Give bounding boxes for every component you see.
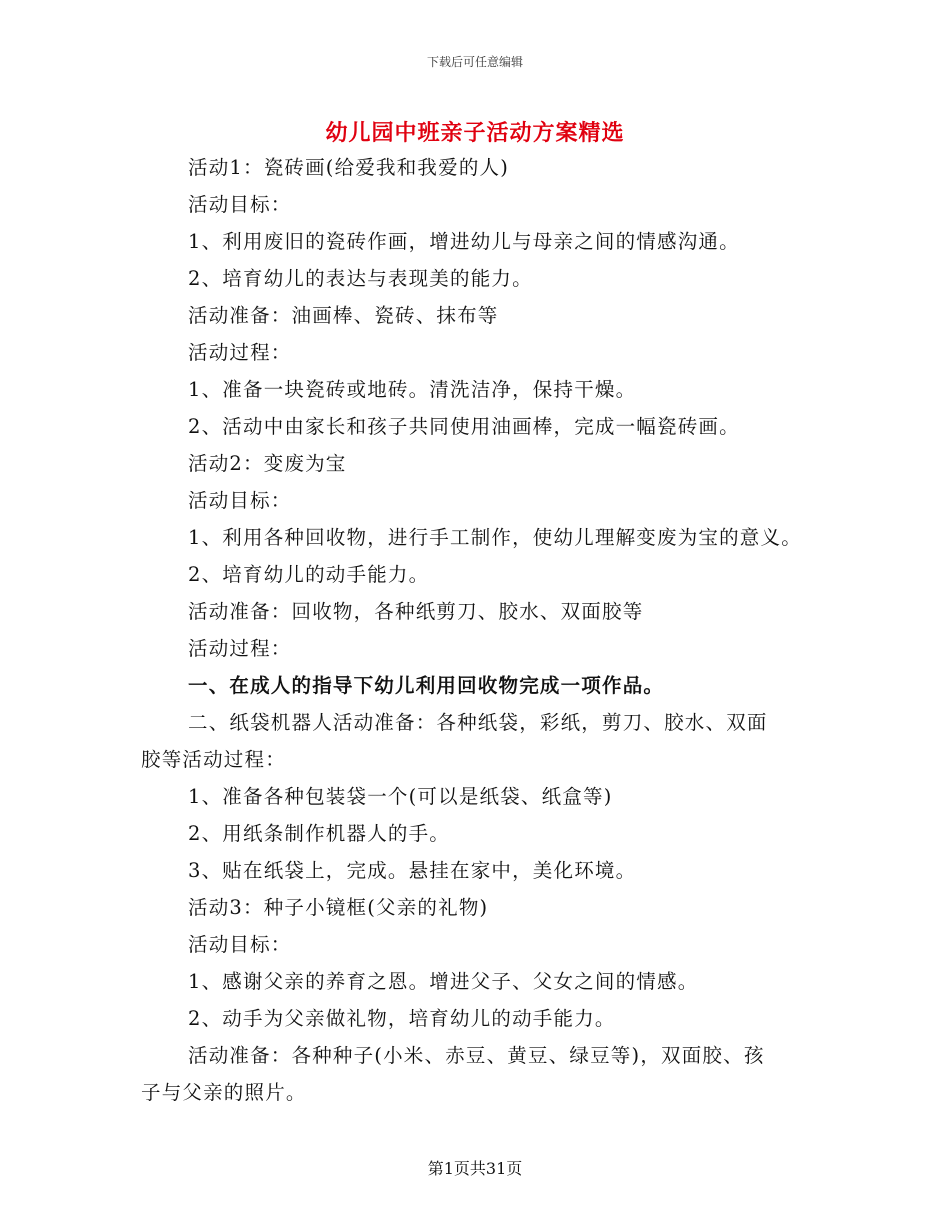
text-line: 2、用纸条制作机器人的手。 [188, 822, 451, 845]
text-line: 活动过程： [188, 637, 292, 660]
text-line: 活动准备：油画棒、瓷砖、抹布等 [188, 304, 499, 327]
text-line: 3、贴在纸袋上，完成。悬挂在家中，美化环境。 [188, 859, 637, 882]
text-line: 2、培育幼儿的动手能力。 [188, 563, 430, 586]
text-line: 2、培育幼儿的表达与表现美的能力。 [188, 267, 533, 290]
text-line: 1、利用各种回收物，进行手工制作，使幼儿理解变废为宝的意义。 [188, 526, 802, 549]
text-line: 1、感谢父亲的养育之恩。增进父子、父女之间的情感。 [188, 970, 699, 993]
text-line: 1、利用废旧的瓷砖作画，增进幼儿与母亲之间的情感沟通。 [188, 230, 740, 253]
text-line: 二、纸袋机器人活动准备：各种纸袋，彩纸，剪刀、胶水、双面 [188, 711, 768, 734]
text-line: 活动目标： [188, 933, 292, 956]
text-line: 2、动手为父亲做礼物，培育幼儿的动手能力。 [188, 1007, 616, 1030]
text-line: 子与父亲的照片。 [141, 1081, 307, 1104]
text-line: 活动准备：回收物，各种纸剪刀、胶水、双面胶等 [188, 600, 644, 623]
text-line: 1、准备一块瓷砖或地砖。清洗洁净，保持干燥。 [188, 378, 637, 401]
document-title: 幼儿园中班亲子活动方案精选 [325, 120, 625, 146]
text-line: 活动准备：各种种子(小米、赤豆、黄豆、绿豆等)，双面胶、孩 [188, 1044, 765, 1067]
text-line: 2、活动中由家长和孩子共同使用油画棒，完成一幅瓷砖画。 [188, 415, 740, 438]
text-line: 活动1：瓷砖画(给爱我和我爱的人) [188, 156, 510, 179]
text-line-bold: 一、在成人的指导下幼儿利用回收物完成一项作品。 [188, 674, 665, 697]
text-line: 活动过程： [188, 341, 292, 364]
text-line: 活动2：变废为宝 [188, 452, 347, 475]
text-line: 活动3：种子小镜框(父亲的礼物) [188, 896, 489, 919]
text-line: 胶等活动过程： [141, 748, 286, 771]
page-header: 下载后可任意编辑 [426, 55, 523, 69]
text-line: 1、准备各种包装袋一个(可以是纸袋、纸盒等) [188, 785, 613, 808]
text-line: 活动目标： [188, 489, 292, 512]
page-footer: 第1页共31页 [427, 1159, 523, 1178]
text-line: 活动目标： [188, 193, 292, 216]
